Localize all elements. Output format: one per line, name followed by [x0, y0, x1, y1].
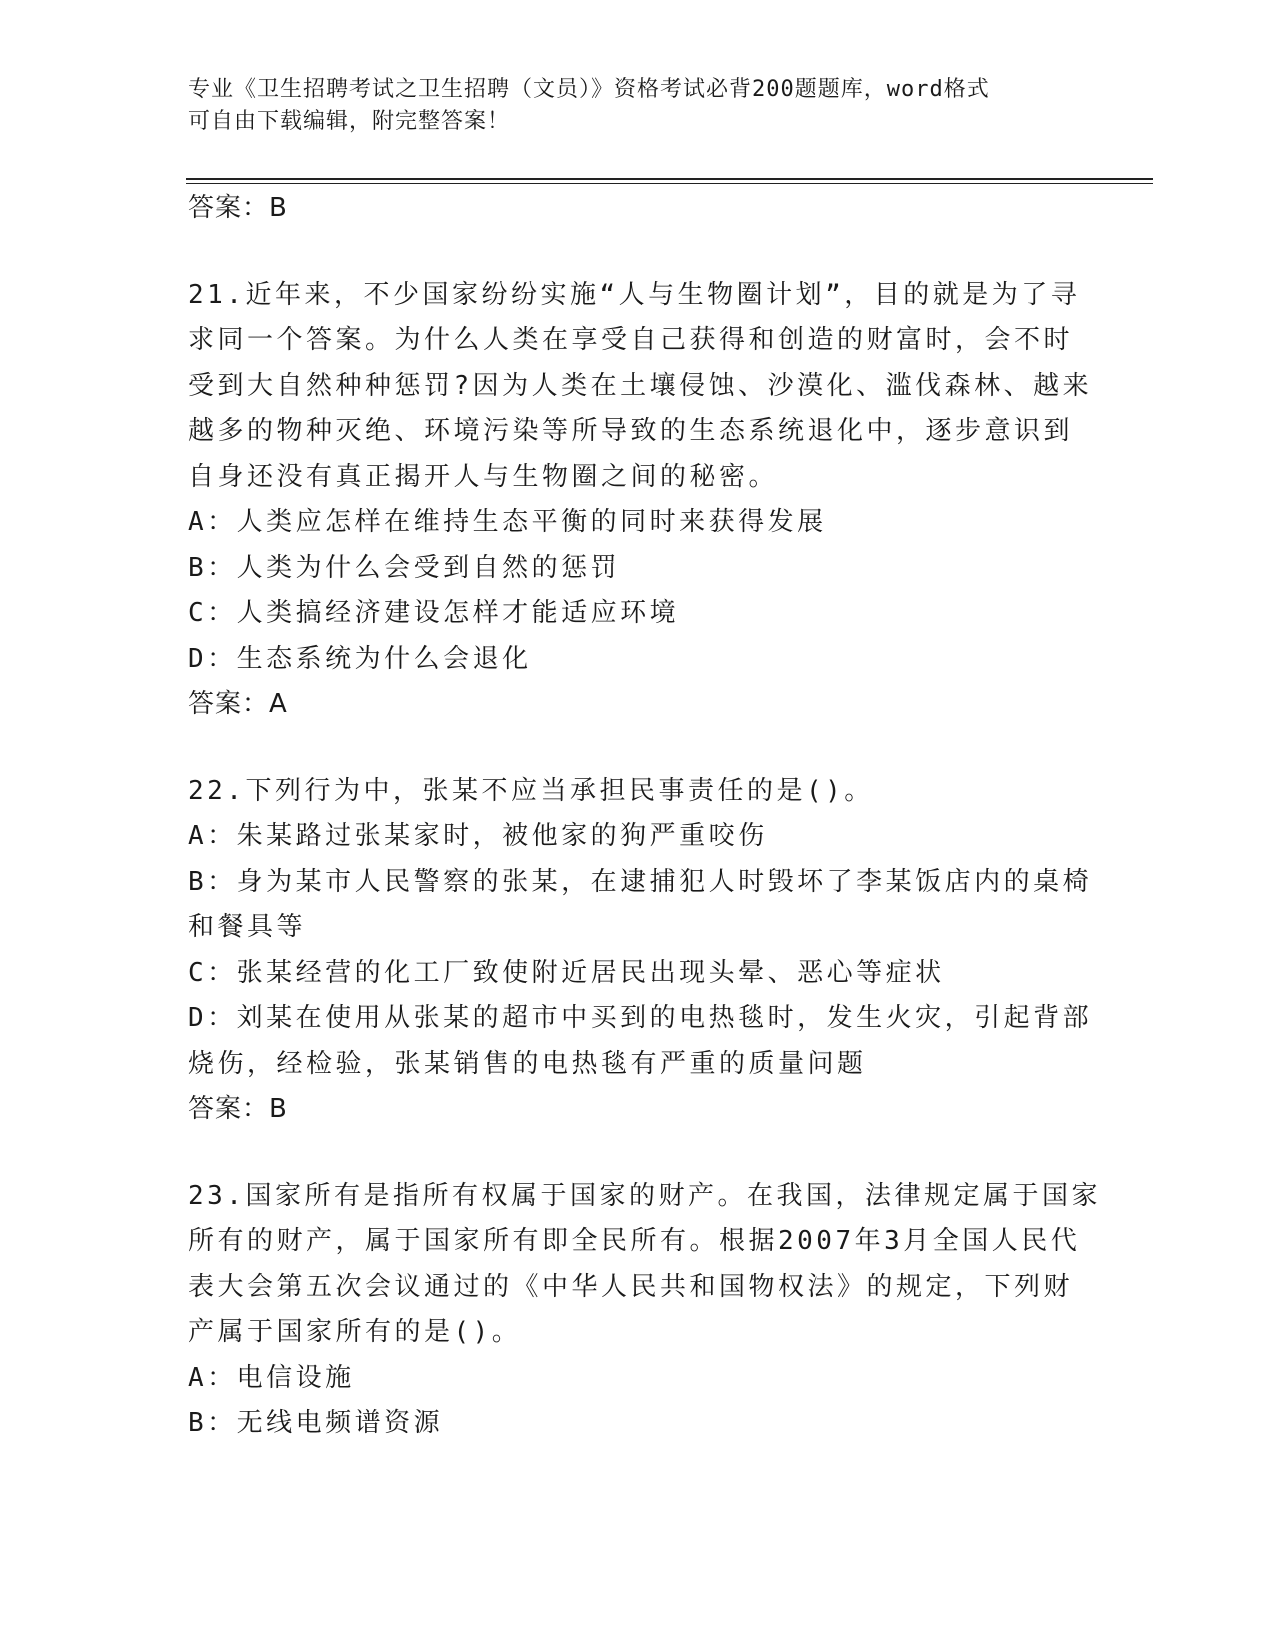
answer: 答案：A — [188, 689, 288, 719]
option-d-continued: 烧伤，经检验，张某销售的电热毯有严重的质量问题 — [188, 1048, 867, 1079]
answer: 答案：B — [188, 1094, 288, 1124]
option-c: C：张某经营的化工厂致使附近居民出现头晕、恶心等症状 — [188, 957, 945, 988]
option-b: B：无线电频谱资源 — [188, 1408, 444, 1438]
header-rule-thick — [186, 178, 1153, 180]
option-b: B：身为某市人民警察的张某，在逮捕犯人时毁坏了李某饭店内的桌椅 — [188, 866, 1093, 897]
question-23 — [188, 1174, 1101, 1447]
option-c: C：人类搞经济建设怎样才能适应环境 — [188, 598, 680, 628]
option-a: A：电信设施 — [188, 1362, 355, 1393]
question-22 — [188, 769, 1093, 1133]
option-d: D：生态系统为什么会退化 — [188, 643, 532, 674]
question-stem-line: 越多的物种灭绝、环境污染等所导致的生态系统退化中，逐步意识到 — [188, 416, 1074, 446]
question-stem-line: 产属于国家所有的是()。 — [188, 1317, 522, 1347]
question-stem-line: 受到大自然种种惩罚?因为人类在土壤侵蚀、沙漠化、滥伐森林、越来 — [188, 370, 1093, 401]
spacer — [188, 1133, 1073, 1174]
option-d: D：刘某在使用从张某的超市中买到的电热毯时，发生火灾，引起背部 — [188, 1003, 1093, 1033]
spacer — [188, 232, 1073, 273]
header-line-2: 可自由下载编辑，附完整答案！ — [188, 109, 511, 134]
option-b-continued: 和餐具等 — [188, 912, 307, 942]
question-stem-line: 22.下列行为中，张某不应当承担民事责任的是()。 — [188, 775, 874, 806]
option-a: A：朱某路过张某家时，被他家的狗严重咬伤 — [188, 821, 768, 851]
document-header — [188, 74, 1068, 138]
question-stem-line: 求同一个答案。为什么人类在享受自己获得和创造的财富时，会不时 — [188, 325, 1074, 355]
option-a: A：人类应怎样在维持生态平衡的同时来获得发展 — [188, 507, 827, 537]
spacer — [188, 728, 1073, 769]
document-body — [188, 186, 1101, 1447]
question-21 — [188, 273, 1093, 728]
question-stem-line: 所有的财产，属于国家所有即全民所有。根据2007年3月全国人民代 — [188, 1226, 1081, 1256]
question-stem-line: 23.国家所有是指所有权属于国家的财产。在我国，法律规定属于国家 — [188, 1180, 1101, 1211]
header-line-1: 专业《卫生招聘考试之卫生招聘（文员）》资格考试必背200题题库，word格式 — [188, 77, 990, 102]
question-stem-line: 自身还没有真正揭开人与生物圈之间的秘密。 — [188, 461, 779, 492]
question-stem-line: 21.近年来，不少国家纷纷实施“人与生物圈计划”，目的就是为了寻 — [188, 279, 1081, 310]
previous-answer: 答案：B — [188, 193, 288, 223]
header-rule-thin — [186, 183, 1153, 184]
question-stem-line: 表大会第五次会议通过的《中华人民共和国物权法》的规定，下列财 — [188, 1271, 1074, 1302]
option-b: B：人类为什么会受到自然的惩罚 — [188, 552, 621, 583]
